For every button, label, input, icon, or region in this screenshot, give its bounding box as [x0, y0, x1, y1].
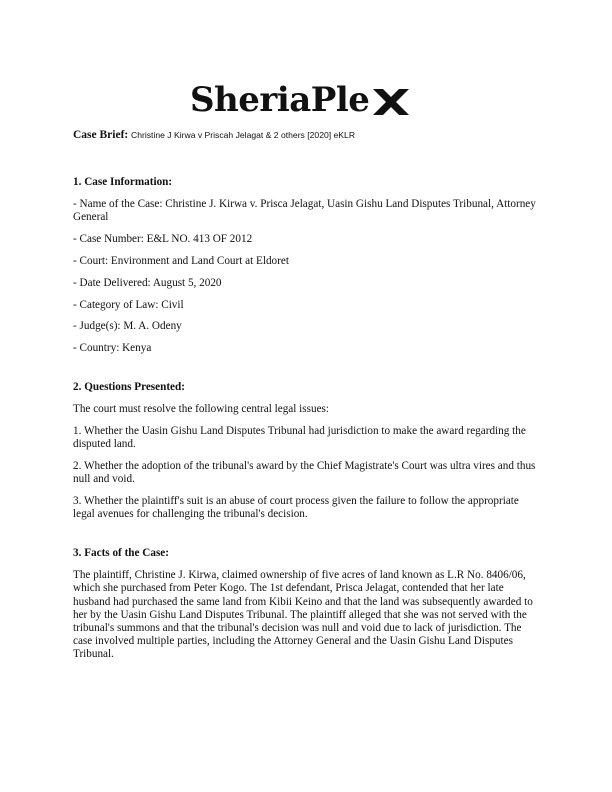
info-item-name: - Name of the Case: Christine J. Kirwa v. Prisca Jelagat, Uasin Gishu Land Disputes Tribunal, Attorney General	[73, 198, 536, 224]
section-heading: 2. Questions Presented:	[73, 380, 185, 393]
facts-section	[73, 547, 543, 662]
logo-x-mark-icon	[371, 87, 411, 117]
case-brief-line	[73, 128, 355, 142]
info-item-case-number: - Case Number: E&L NO. 413 OF 2012	[73, 233, 253, 246]
section-heading: 1. Case Information:	[73, 176, 173, 188]
info-item-judges: - Judge(s): M. A. Odeny	[73, 320, 182, 333]
sheriaplex-logo	[190, 80, 411, 120]
info-item-country: - Country: Kenya	[73, 342, 152, 355]
case-information-section	[73, 176, 543, 355]
section-spacer	[73, 530, 543, 547]
info-item-court: - Court: Environment and Land Court at Eldoret	[73, 255, 289, 267]
questions-intro: The court must resolve the following central legal issues:	[73, 403, 330, 416]
question-item: 2. Whether the adoption of the tribunal's award by the Chief Magistrate's Court was ultra vires and thus null and void.	[73, 459, 536, 486]
case-brief-title: Christine J Kirwa v Priscah Jelagat & 2 others [2020] eKLR	[131, 130, 356, 140]
section-spacer	[73, 364, 543, 381]
logo-wordmark: SheriaPle	[190, 80, 370, 120]
question-item: 3. Whether the plaintiff's suit is an abuse of court process given the failure to follow the appropriate legal avenues for challenging the tribunal's decision.	[73, 494, 519, 521]
case-brief-body	[73, 176, 543, 670]
question-item: 1. Whether the Uasin Gishu Land Disputes Tribunal had jurisdiction to make the award regarding the disputed land.	[73, 424, 526, 451]
info-item-category: - Category of Law: Civil	[73, 298, 184, 311]
facts-paragraph: The plaintiff, Christine J. Kirwa, claimed ownership of five acres of land known as L.R No. 8406/06, which she purchased from Peter Kogo. The 1st defendant, Prisca Jelagat, contended that her late husband had purchased the same land from Kibii Keino and that the land was subsequently awarded to her by the Uasin Gishu Land Disputes Tribunal. The plaintiff alleged that she was not served with the tribunal's summons and that the tribunal's decision was null and void due to lack of jurisdiction. The case involved multiple parties, including the Attorney General and the Uasin Gishu Land Disputes Tribunal.	[73, 569, 533, 661]
info-item-date: - Date Delivered: August 5, 2020	[73, 276, 222, 289]
section-heading: 3. Facts of the Case:	[73, 546, 170, 559]
questions-presented-section	[73, 381, 543, 521]
case-brief-label: Case Brief:	[73, 129, 129, 141]
